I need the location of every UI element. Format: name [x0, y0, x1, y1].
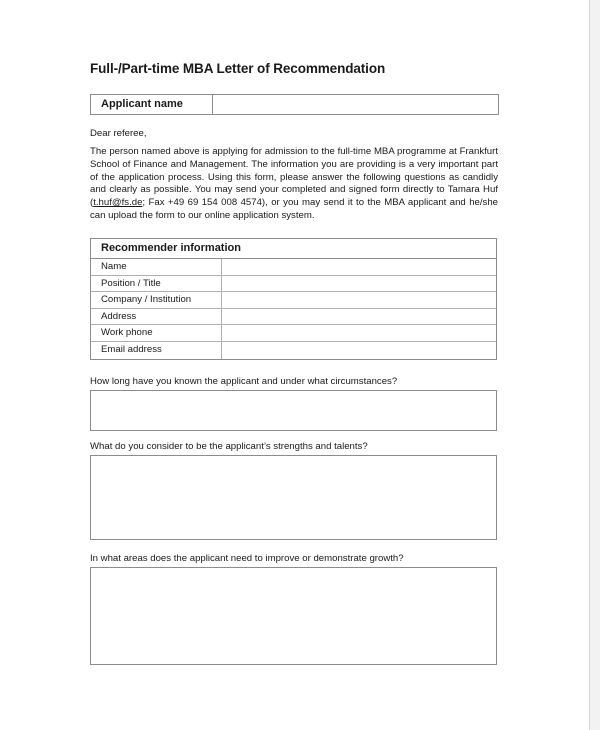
intro-paragraph — [90, 146, 498, 223]
table-row — [91, 342, 496, 359]
name-field[interactable] — [222, 259, 496, 275]
email-address-label: Email address — [91, 342, 222, 359]
intro-text-start: The person named above is applying for admission to the full-time MBA programme at Frankfurt School of Finance and Management. The information you are providing is a very important part of the application process. Using this form, please answer the following questions as candidly and clearly as possible. You may send your completed and signed form directly to Tamara Huf ( — [90, 146, 498, 209]
page-title: Full-/Part-time MBA Letter of Recommendation — [90, 61, 386, 76]
answer-improvement-box[interactable] — [90, 567, 497, 665]
email-link[interactable]: t.huf@fs.de — [93, 197, 143, 209]
address-label: Address — [91, 309, 222, 325]
answer-strengths-box[interactable] — [90, 455, 497, 540]
company-institution-field[interactable] — [222, 292, 496, 308]
recommender-info-table — [90, 238, 497, 360]
greeting: Dear referee, — [90, 128, 147, 139]
question-strengths: What do you consider to be the applicant’s strengths and talents? — [90, 441, 368, 452]
work-phone-label: Work phone — [91, 325, 222, 341]
applicant-name-field[interactable] — [213, 95, 498, 114]
answer-known-applicant-box[interactable] — [90, 390, 497, 431]
question-improvement: In what areas does the applicant need to improve or demonstrate growth? — [90, 553, 404, 564]
work-phone-field[interactable] — [222, 325, 496, 341]
applicant-name-row — [90, 94, 499, 115]
recommender-info-header: Recommender information — [91, 239, 496, 259]
table-row — [91, 309, 496, 326]
table-row — [91, 292, 496, 309]
table-row — [91, 259, 496, 276]
intro-text-end: ; Fax +49 69 154 008 4574), or you may send it to the MBA applicant and he/she can upload the form to our online application system. — [90, 197, 498, 221]
position-title-field[interactable] — [222, 276, 496, 292]
email-address-field[interactable] — [222, 342, 496, 359]
question-known-applicant: How long have you known the applicant and under what circumstances? — [90, 376, 398, 387]
applicant-name-label: Applicant name — [91, 95, 213, 114]
table-row — [91, 325, 496, 342]
company-institution-label: Company / Institution — [91, 292, 222, 308]
table-row — [91, 276, 496, 293]
name-label: Name — [91, 259, 222, 275]
address-field[interactable] — [222, 309, 496, 325]
position-title-label: Position / Title — [91, 276, 222, 292]
